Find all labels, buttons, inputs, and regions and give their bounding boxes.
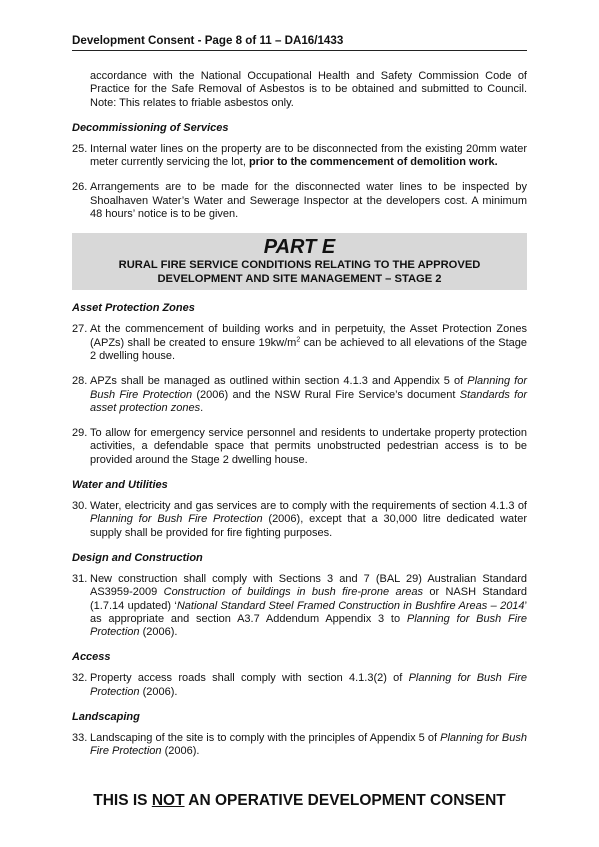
condition-number: 30. xyxy=(72,500,88,513)
section-heading-water-utilities: Water and Utilities xyxy=(72,479,168,492)
text-part: can be achieved to all elevations of the Stage 2 dwelling house. xyxy=(90,336,528,362)
text-part: New construction shall comply with Sections 3 and 7 (BAL 29) Australian Standard AS3959-2009 xyxy=(90,572,527,599)
text-part: At the commencement of building works and in perpetuity, the Asset Protection Zones (APZs) shall be created to ensure 19kw/m xyxy=(90,323,527,349)
text-part: ’ as appropriate and section A3.7 Addendum Appendix 3 to xyxy=(90,599,528,625)
text-part: or NASH Standard (1.7.14 updated) ‘ xyxy=(90,586,527,612)
section-heading-decommissioning: Decommissioning of Services xyxy=(72,121,229,134)
part-e-banner xyxy=(72,233,527,290)
condition-32 xyxy=(72,672,527,699)
italic-title: Planning for Bush Fire Protection xyxy=(90,732,527,758)
condition-number: 29. xyxy=(72,427,88,440)
condition-30 xyxy=(72,500,527,540)
condition-number: 26. xyxy=(72,181,88,194)
disclaimer-footer xyxy=(0,792,599,810)
condition-text xyxy=(90,672,527,699)
page-header: Development Consent - Page 8 of 11 – DA16/1433 xyxy=(72,34,527,51)
condition-27 xyxy=(72,323,527,363)
text-part: (2006). xyxy=(139,685,178,698)
italic-title: Construction of buildings in bush fire-prone areas xyxy=(163,586,423,599)
page-content xyxy=(72,70,527,771)
footer-text: AN OPERATIVE DEVELOPMENT CONSENT xyxy=(184,792,506,809)
condition-number: 27. xyxy=(72,323,88,336)
condition-text xyxy=(90,573,527,639)
part-subtitle: RURAL FIRE SERVICE CONDITIONS RELATING TO THE APPROVED DEVELOPMENT AND SITE MANAGEMENT – STAGE 2 xyxy=(118,259,481,285)
text-part: Water, electricity and gas services are to comply with the requirements of section 4.1.3 of xyxy=(90,500,527,513)
italic-title: Planning for Bush Fire Protection xyxy=(90,612,527,639)
condition-text-bold: prior to the commencement of demolition work. xyxy=(248,156,498,169)
condition-number: 28. xyxy=(72,375,88,388)
condition-26 xyxy=(72,181,527,221)
condition-text-plain: Internal water lines on the property are to be disconnected from the existing 20mm water meter currently servicing the lot, xyxy=(90,142,527,169)
section-heading-landscaping: Landscaping xyxy=(72,711,140,724)
italic-title: Planning for Bush Fire Protection xyxy=(90,672,527,698)
text-part: . xyxy=(200,401,204,414)
condition-number: 25. xyxy=(72,142,88,155)
condition-29 xyxy=(72,427,527,467)
condition-28 xyxy=(72,375,527,415)
condition-text: To allow for emergency service personnel and residents to undertake property protection activities, a defendable space that permits unobstructed pedestrian access is to be provided around the Stage 2 dwelling house. xyxy=(90,427,527,466)
footer-underlined-text: NOT xyxy=(151,792,185,809)
section-heading-access: Access xyxy=(72,651,111,664)
condition-number: 33. xyxy=(72,732,88,745)
condition-number: 31. xyxy=(72,572,88,585)
italic-title: Planning for Bush Fire Protection xyxy=(90,375,527,401)
condition-text xyxy=(90,323,527,363)
condition-31 xyxy=(72,573,527,639)
condition-text xyxy=(90,143,527,170)
text-part: (2006). xyxy=(139,626,178,639)
text-part: APZs shall be managed as outlined within section 4.1.3 and Appendix 5 of xyxy=(90,375,468,388)
condition-text xyxy=(90,500,527,540)
text-part: Landscaping of the site is to comply with the principles of Appendix 5 of xyxy=(90,732,441,745)
condition-number: 32. xyxy=(72,672,88,685)
italic-title: National Standard Steel Framed Construction in Bushfire Areas – 2014 xyxy=(176,599,525,612)
intro-paragraph: accordance with the National Occupational Health and Safety Commission Code of Practice for the Safe Removal of Asbestos is to be obtained and submitted to Council. Note: This relates to friable asbestos only. xyxy=(90,70,527,109)
section-heading-design-construction: Design and Construction xyxy=(72,551,203,564)
superscript: 2 xyxy=(296,336,301,344)
text-part: (2006), except that a 30,000 litre dedicated water supply shall be provided for fire fighting purposes. xyxy=(90,513,527,539)
section-heading-asset-protection: Asset Protection Zones xyxy=(72,302,195,315)
italic-title: Planning for Bush Fire Protection xyxy=(90,513,263,526)
part-title: PART E xyxy=(263,236,336,259)
text-part: Property access roads shall comply with section 4.1.3(2) of xyxy=(90,672,409,685)
text-part: (2006). xyxy=(161,745,200,758)
condition-text: Arrangements are to be made for the disconnected water lines to be inspected by Shoalhaven Water’s Water and Sewerage Inspector at the developers cost. A minimum 48 hours’ notice is to be given. xyxy=(90,181,527,221)
condition-25 xyxy=(72,143,527,170)
condition-33 xyxy=(72,732,527,759)
footer-text: THIS IS xyxy=(93,792,152,809)
condition-text xyxy=(90,375,527,415)
condition-text xyxy=(90,732,527,759)
text-part: (2006) and the NSW Rural Fire Service’s document xyxy=(192,388,460,401)
italic-title: Standards for asset protection zones xyxy=(90,388,527,414)
